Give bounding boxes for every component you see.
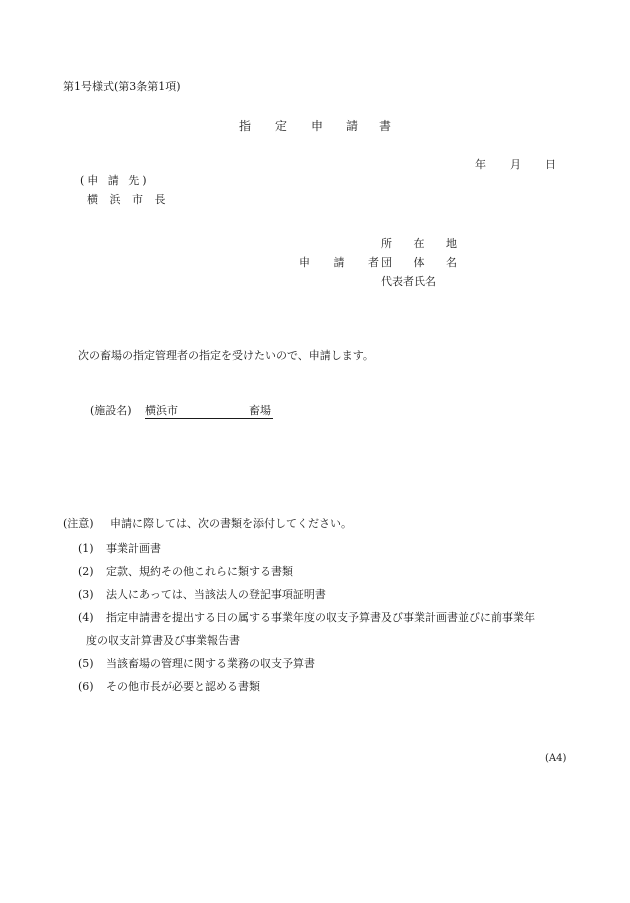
note-item [78,658,315,669]
note-text: 当該畜場の管理に関する業務の収支予算書 [106,657,315,670]
title-char: 申 [310,119,323,133]
note-number: (5) [78,657,94,670]
date-year-label: 年 [475,158,486,171]
notes-intro: 申請に際しては、次の書類を添付してください。 [110,517,352,530]
note-number: (3) [78,588,94,601]
facility-name-field [145,405,273,419]
application-statement: 次の畜場の指定管理者の指定を受けたいので、申請します。 [78,349,374,362]
note-text: 法人にあっては、当該法人の登記事項証明書 [106,588,326,601]
note-text: 指定申請書を提出する日の属する事業年度の収支予算書及び事業計画書並びに前事業年 [106,611,535,624]
note-item [78,589,326,600]
note-item [78,612,535,623]
note-text-continuation: 度の収支計算書及び事業報告書 [86,634,240,647]
title-char: 書 [378,119,391,133]
facility-type: 畜場 [249,404,271,417]
note-item [78,566,293,577]
note-text: 事業計画書 [106,542,161,555]
note-number: (1) [78,542,94,555]
form-number: 第1号様式(第3条第1項) [63,80,181,93]
date-day-label: 日 [545,158,556,171]
applicant-label: 申 請 者 [299,256,389,269]
date-month-label: 月 [510,158,521,171]
note-number: (6) [78,680,94,693]
note-text: その他市長が必要と認める書類 [106,680,260,693]
addressee-label: (申 請 先) [80,174,150,187]
note-item [78,543,161,554]
addressee-name: 横 浜 市 長 [87,193,170,206]
note-item [78,681,260,692]
title-char: 請 [345,119,358,133]
facility-label: (施設名) [90,404,132,417]
note-number: (2) [78,565,94,578]
applicant-representative-label: 代表者氏名 [381,275,436,288]
note-number: (4) [78,611,94,624]
paper-size-label: (A4) [545,753,567,764]
applicant-organization-label: 団 体 名 [381,256,466,269]
notes-heading: (注意) [63,517,94,530]
facility-city: 横浜市 [145,404,178,417]
note-text: 定款、規約その他これらに類する書類 [106,565,293,578]
applicant-address-label: 所 在 地 [381,237,466,250]
title-char: 定 [274,119,287,133]
title-char: 指 [238,119,251,133]
document-title [0,120,630,134]
